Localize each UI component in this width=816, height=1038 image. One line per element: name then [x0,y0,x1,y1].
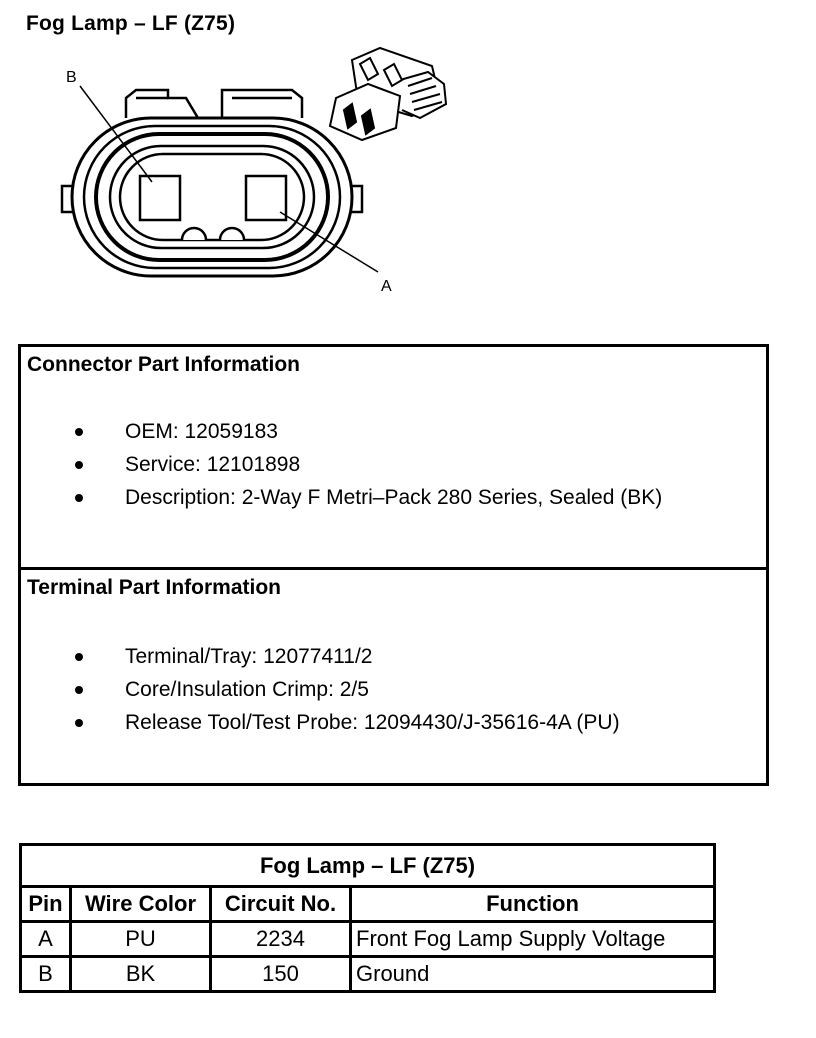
part-info-box [18,344,769,786]
bullet-icon [75,653,83,661]
header-circuit-no: Circuit No. [211,887,351,922]
list-item: OEM: 12059183 [21,415,766,448]
cell-circuit-no: 2234 [211,922,351,957]
bullet-icon [75,428,83,436]
terminal-part-info [21,567,766,783]
cell-circuit-no: 150 [211,957,351,992]
bullet-icon [75,494,83,502]
page-title: Fog Lamp – LF (Z75) [26,12,236,35]
header-wire-color: Wire Color [71,887,211,922]
list-item: Description: 2-Way F Metri–Pack 280 Series, Sealed (BK) [21,481,766,514]
pin-table [19,843,716,993]
table-caption: Fog Lamp – LF (Z75) [21,845,715,887]
header-pin: Pin [21,887,71,922]
cell-wire-color: PU [71,922,211,957]
table-row [21,957,715,992]
terminal-info-list [21,640,766,739]
cell-wire-color: BK [71,957,211,992]
cell-pin: B [21,957,71,992]
list-item: Core/Insulation Crimp: 2/5 [21,673,766,706]
table-caption-row [21,845,715,887]
connector-diagram [0,0,816,310]
cell-function: Ground [351,957,715,992]
list-item: Release Tool/Test Probe: 12094430/J-35616-4A (PU) [21,706,766,739]
list-item: Terminal/Tray: 12077411/2 [21,640,766,673]
table-row [21,922,715,957]
terminal-info-heading: Terminal Part Information [27,576,281,599]
list-item: Service: 12101898 [21,448,766,481]
bullet-icon [75,686,83,694]
connector-info-list [21,415,766,514]
bullet-icon [75,719,83,727]
cell-pin: A [21,922,71,957]
header-function: Function [351,887,715,922]
cell-function: Front Fog Lamp Supply Voltage [351,922,715,957]
connector-info-heading: Connector Part Information [27,353,301,376]
connector-face-drawing [62,90,362,276]
connector-thumbnail [330,48,446,140]
bullet-icon [75,461,83,469]
connector-part-info [21,347,766,567]
table-header-row [21,887,715,922]
pin-b-callout: B [66,69,77,86]
pin-a-callout: A [381,278,392,295]
